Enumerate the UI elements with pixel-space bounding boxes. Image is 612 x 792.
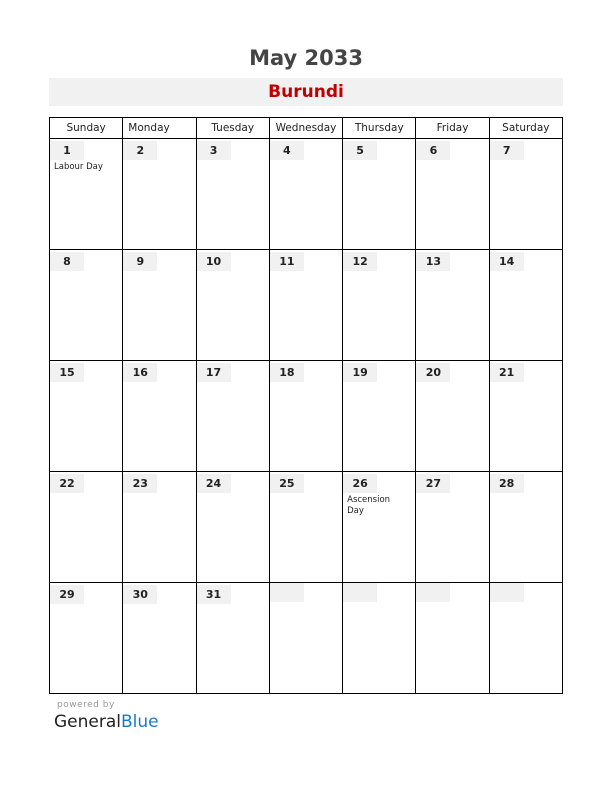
day-cell-17	[196, 361, 269, 472]
page-title: May 2033	[249, 46, 363, 70]
day-number	[416, 583, 450, 602]
day-number	[490, 474, 524, 493]
country-banner	[49, 78, 563, 106]
day-cell-empty	[416, 583, 489, 694]
day-number-text: 16	[132, 366, 148, 379]
day-number-text: 8	[63, 255, 71, 268]
day-number	[197, 363, 231, 382]
day-cell-15	[50, 361, 123, 472]
day-number	[416, 141, 450, 160]
day-number	[50, 141, 84, 160]
day-cell-19	[343, 361, 416, 472]
day-number-text: 11	[279, 255, 295, 268]
day-number	[123, 363, 157, 382]
day-number	[197, 474, 231, 493]
day-number	[343, 252, 377, 271]
weekday-wednesday: Wednesday	[269, 118, 342, 139]
day-number-text: 1	[63, 144, 71, 157]
day-number-text: 14	[499, 255, 515, 268]
day-cell-20	[416, 361, 489, 472]
day-number-text: 21	[499, 366, 515, 379]
day-number	[197, 141, 231, 160]
day-cell-13	[416, 250, 489, 361]
brand-general: General	[54, 712, 121, 732]
day-cell-empty	[343, 583, 416, 694]
country-name: Burundi	[268, 82, 344, 102]
day-number-text: 29	[59, 588, 75, 601]
day-cell-14	[489, 250, 562, 361]
day-cell-empty	[489, 583, 562, 694]
day-cell-6	[416, 139, 489, 250]
day-cell-16	[123, 361, 196, 472]
weekday-tuesday: Tuesday	[196, 118, 269, 139]
day-cell-empty	[269, 583, 342, 694]
day-cell-7	[489, 139, 562, 250]
day-cell-28	[489, 472, 562, 583]
day-cell-24	[196, 472, 269, 583]
day-number	[50, 585, 84, 604]
weekday-sunday: Sunday	[50, 118, 123, 139]
day-number	[50, 252, 84, 271]
brand-blue: Blue	[121, 712, 159, 732]
weekday-header-row	[50, 118, 563, 139]
day-number	[123, 585, 157, 604]
day-number	[197, 252, 231, 271]
day-number-text: 4	[283, 144, 291, 157]
day-number	[416, 252, 450, 271]
day-cell-26	[343, 472, 416, 583]
day-number	[343, 363, 377, 382]
holiday-label: Labour Day	[54, 162, 103, 172]
day-number	[490, 583, 524, 602]
weekday-saturday: Saturday	[489, 118, 562, 139]
day-number-text: 22	[59, 477, 75, 490]
day-cell-9	[123, 250, 196, 361]
day-number	[343, 583, 377, 602]
day-number-text: 6	[429, 144, 438, 157]
week-row	[50, 139, 563, 250]
calendar-grid	[49, 117, 563, 694]
day-number	[490, 141, 524, 160]
week-row	[50, 583, 563, 694]
day-number-text: 17	[205, 366, 222, 379]
day-cell-27	[416, 472, 489, 583]
day-number-text: 12	[352, 255, 368, 268]
day-number	[123, 141, 157, 160]
day-number-text: 24	[205, 477, 222, 490]
holiday-label: Ascension Day	[347, 495, 391, 516]
day-cell-31	[196, 583, 269, 694]
day-cell-12	[343, 250, 416, 361]
day-number	[416, 363, 450, 382]
day-number-text: 15	[59, 366, 75, 379]
day-number-text: 30	[132, 588, 148, 601]
day-number	[490, 252, 524, 271]
day-cell-10	[196, 250, 269, 361]
day-number-text: 23	[132, 477, 148, 490]
day-number-text: 3	[209, 144, 218, 157]
day-number	[197, 585, 231, 604]
day-cell-18	[269, 361, 342, 472]
day-number	[50, 474, 84, 493]
day-number-text: 27	[425, 477, 442, 490]
day-cell-1	[50, 139, 123, 250]
day-number-text: 25	[279, 477, 295, 490]
day-number	[270, 141, 304, 160]
day-cell-29	[50, 583, 123, 694]
day-cell-25	[269, 472, 342, 583]
day-cell-5	[343, 139, 416, 250]
day-number	[123, 474, 157, 493]
day-cell-11	[269, 250, 342, 361]
day-number-text: 5	[356, 144, 364, 157]
day-number	[270, 363, 304, 382]
day-cell-30	[123, 583, 196, 694]
powered-by-label: powered by	[57, 700, 115, 710]
day-number-text: 28	[499, 477, 515, 490]
day-number-text: 13	[425, 255, 442, 268]
day-cell-3	[196, 139, 269, 250]
day-number-text: 26	[352, 477, 368, 490]
weekday-monday: Monday	[123, 118, 196, 139]
day-number	[270, 583, 304, 602]
day-number-text: 20	[425, 366, 442, 379]
day-number	[490, 363, 524, 382]
day-cell-23	[123, 472, 196, 583]
weekday-friday: Friday	[416, 118, 489, 139]
day-number-text: 18	[279, 366, 295, 379]
day-number-text: 19	[352, 366, 368, 379]
week-row	[50, 361, 563, 472]
weekday-thursday: Thursday	[343, 118, 416, 139]
day-cell-2	[123, 139, 196, 250]
day-cell-8	[50, 250, 123, 361]
day-number-text: 9	[136, 255, 145, 268]
day-number	[270, 474, 304, 493]
day-number-text: 10	[205, 255, 222, 268]
day-number	[343, 474, 377, 493]
generalblue-logo[interactable]	[54, 712, 159, 732]
day-number-text: 31	[205, 588, 222, 601]
day-cell-22	[50, 472, 123, 583]
day-number-text: 7	[502, 144, 511, 157]
day-number	[50, 363, 84, 382]
day-number	[416, 474, 450, 493]
day-number	[270, 252, 304, 271]
week-row	[50, 250, 563, 361]
week-row	[50, 472, 563, 583]
day-number-text: 2	[136, 144, 145, 157]
day-number	[343, 141, 377, 160]
day-number	[123, 252, 157, 271]
day-cell-21	[489, 361, 562, 472]
day-cell-4	[269, 139, 342, 250]
